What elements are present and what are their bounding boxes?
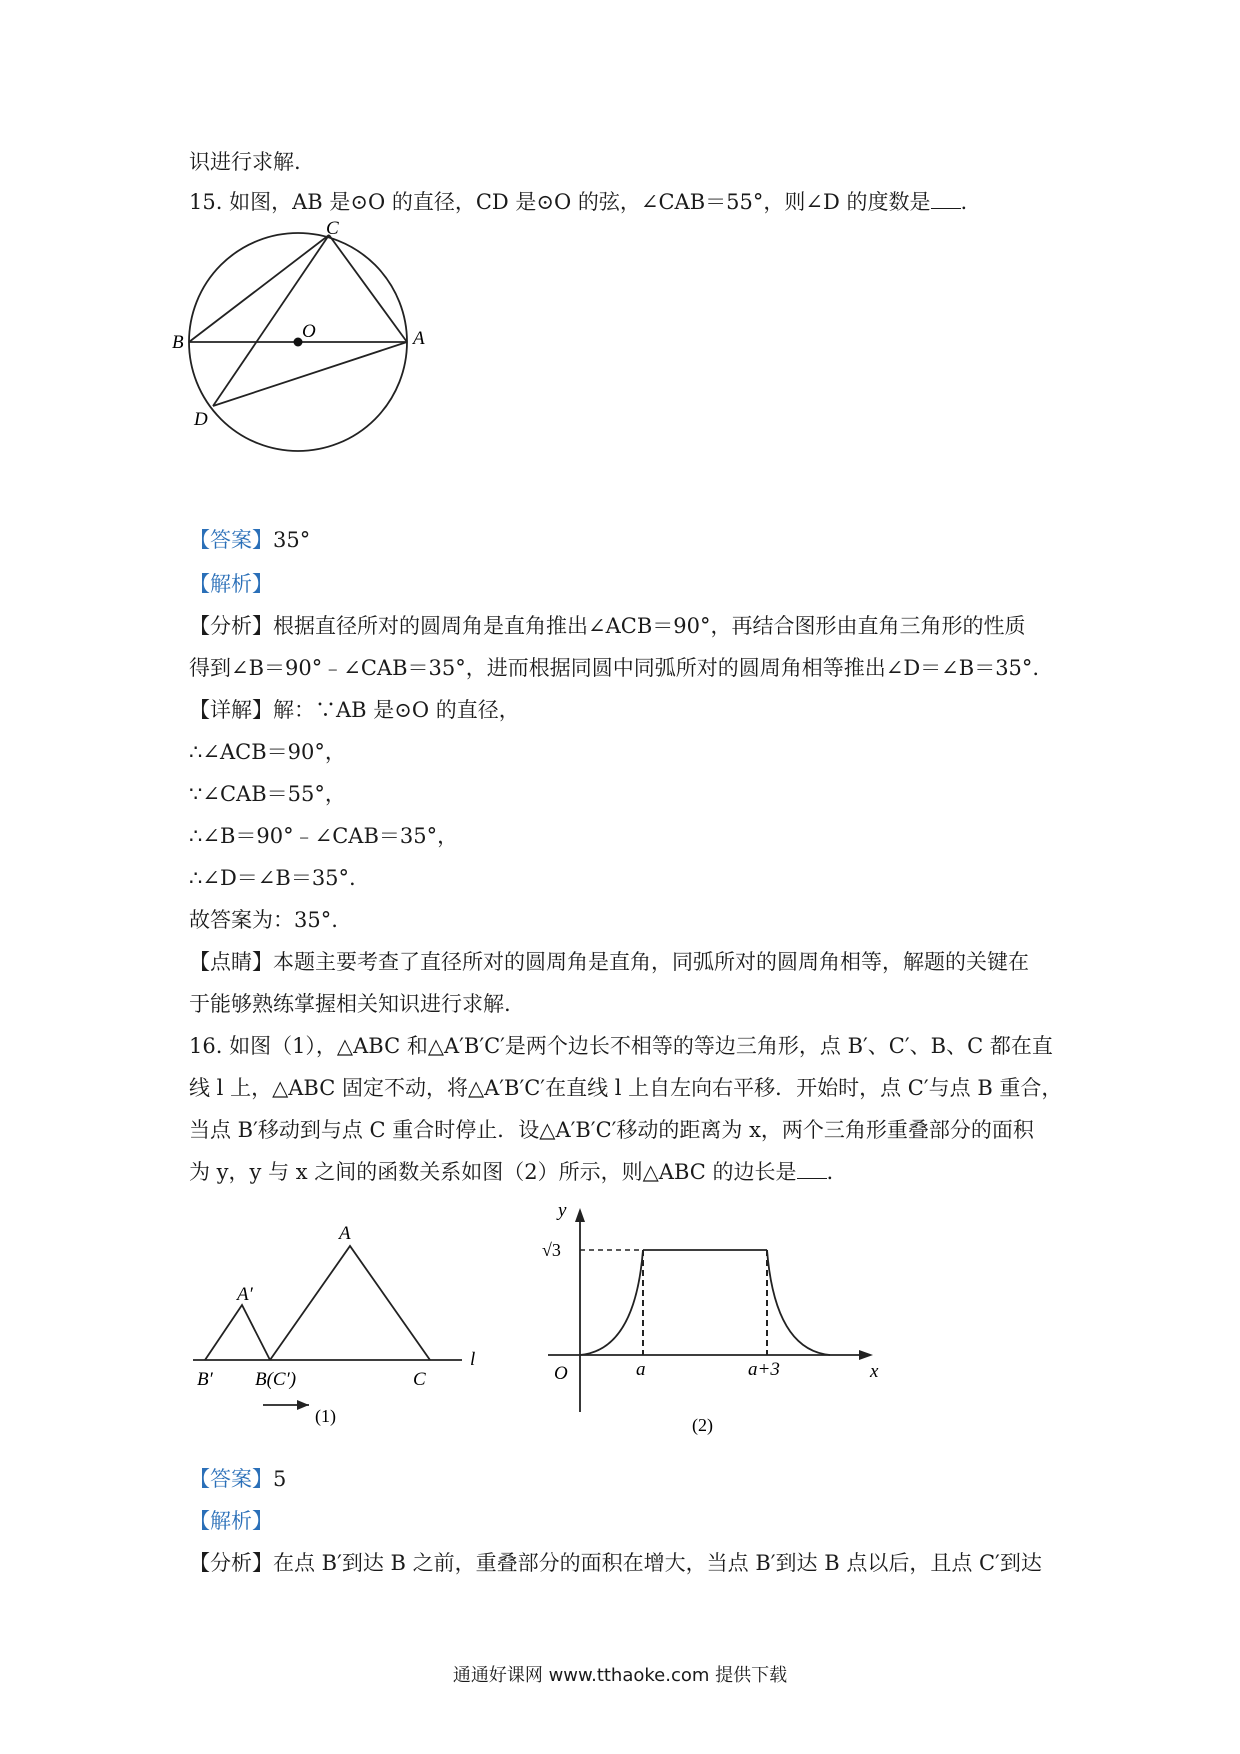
fenxi-text: 在点 B′到达 B 之前，重叠部分的面积在增大，当点 B′到达 B 点以后，且点 C′到达 — [273, 1551, 1042, 1575]
analysis-tag-16 — [189, 1507, 273, 1535]
label-a-plus-3: a+3 — [748, 1359, 780, 1380]
dianjing-tag: 【点睛】 — [189, 950, 273, 974]
question-15-text: 15. 如图，AB 是⊙O 的直径，CD 是⊙O 的弦，∠CAB＝55°，则∠D 的度数是 — [189, 190, 931, 214]
caption-2: (2) — [692, 1415, 713, 1435]
question-16-line4: 为 y，y 与 x 之间的函数关系如图（2）所示，则△ABC 的边长是 . — [189, 1160, 834, 1184]
answer-15 — [189, 526, 310, 554]
line-text: 于能够熟练掌握相关知识进行求解. — [189, 992, 511, 1016]
fenxi-15-cont — [189, 654, 1039, 682]
label-O: O — [554, 1363, 568, 1384]
figure-16-1-triangles — [185, 1205, 495, 1425]
answer-16 — [189, 1465, 286, 1493]
answer-value: 35° — [273, 528, 311, 552]
fenxi-text: 根据直径所对的圆周角是直角推出∠ACB＝90°，再结合图形由直角三角形的性质 — [273, 614, 1026, 638]
answer-blank — [797, 1160, 827, 1179]
line-text: 线 l 上，△ABC 固定不动，将△A′B′C′在直线 l 上自左向右平移．开始时，点 C′与点 B 重合， — [189, 1076, 1063, 1100]
caption-1: (1) — [315, 1406, 336, 1426]
line-text: ∴∠ACB＝90°， — [189, 740, 346, 764]
line-text: 得到∠B＝90°﹣∠CAB＝35°，进而根据同圆中同弧所对的圆周角相等推出∠D＝∠B＝35°. — [189, 656, 1040, 680]
xiangjie-text: 解：∵AB 是⊙O 的直径， — [273, 698, 520, 722]
line-text: 当点 B′移动到与点 C 重合时停止．设△A′B′C′移动的距离为 x，两个三角形重叠部分的面积 — [189, 1118, 1034, 1142]
xiangjie-tag: 【详解】 — [189, 698, 273, 722]
line-text: 识进行求解. — [189, 150, 301, 174]
label-l: l — [470, 1349, 476, 1370]
label-x: x — [870, 1361, 879, 1382]
figure-15-circle — [172, 218, 450, 490]
line-text: ∵∠CAB＝55°， — [189, 782, 346, 806]
label-O: O — [302, 321, 316, 342]
answer-blank — [931, 190, 961, 209]
step-4 — [189, 864, 356, 892]
analysis-tag: 【解析】 — [189, 572, 273, 596]
text-line-1 — [189, 148, 301, 176]
fenxi-tag: 【分析】 — [189, 614, 273, 638]
label-a: a — [636, 1359, 646, 1380]
line-text: ∴∠B＝90°﹣∠CAB＝35°， — [189, 824, 459, 848]
step-2 — [189, 780, 346, 808]
fenxi-15 — [189, 612, 1025, 640]
fenxi-16 — [189, 1549, 1042, 1577]
question-16 — [189, 1032, 1053, 1060]
dianjing-text: 本题主要考查了直径所对的圆周角是直角，同弧所对的圆周角相等，解题的关键在 — [273, 950, 1029, 974]
step-1 — [189, 738, 346, 766]
question-16-line2 — [189, 1074, 1062, 1102]
figure-16-2-graph — [530, 1200, 900, 1440]
step-3 — [189, 822, 458, 850]
answer-tag: 【答案】 — [189, 528, 273, 552]
answer-tag: 【答案】 — [189, 1467, 273, 1491]
xiangjie-15 — [189, 696, 520, 724]
question-15: 15. 如图，AB 是⊙O 的直径，CD 是⊙O 的弦，∠CAB＝55°，则∠D 的度数是 . — [189, 190, 968, 214]
footer-source: 通通好课网 www.tthaoke.com 提供下载 — [452, 1665, 788, 1686]
label-C: C — [413, 1369, 426, 1390]
question-16-line3 — [189, 1116, 1034, 1144]
label-B-C-prime: B(C′) — [255, 1369, 297, 1390]
question-16-text: 16. 如图（1），△ABC 和△A′B′C′是两个边长不相等的等边三角形，点 B′、C′、B、C 都在直 — [189, 1034, 1053, 1058]
label-A: A — [339, 1223, 351, 1244]
analysis-tag-15 — [189, 570, 273, 598]
label-sqrt3: √3 — [542, 1240, 561, 1260]
label-A-prime: A′ — [237, 1284, 253, 1305]
dianjing-15-cont — [189, 990, 511, 1018]
label-C: C — [326, 218, 339, 239]
fenxi-tag: 【分析】 — [189, 1551, 273, 1575]
label-A: A — [413, 328, 425, 349]
answer-value: 5 — [273, 1467, 287, 1491]
line-text: ∴∠D＝∠B＝35°. — [189, 866, 356, 890]
line-text: 故答案为：35°. — [189, 908, 338, 932]
label-y: y — [558, 1200, 567, 1221]
label-B: B — [172, 332, 184, 353]
analysis-tag: 【解析】 — [189, 1509, 273, 1533]
dianjing-15 — [189, 948, 1029, 976]
conclusion-15 — [189, 906, 338, 934]
label-B-prime: B′ — [197, 1369, 213, 1390]
line-text: 为 y，y 与 x 之间的函数关系如图（2）所示，则△ABC 的边长是 — [189, 1160, 797, 1184]
label-D: D — [194, 409, 208, 430]
